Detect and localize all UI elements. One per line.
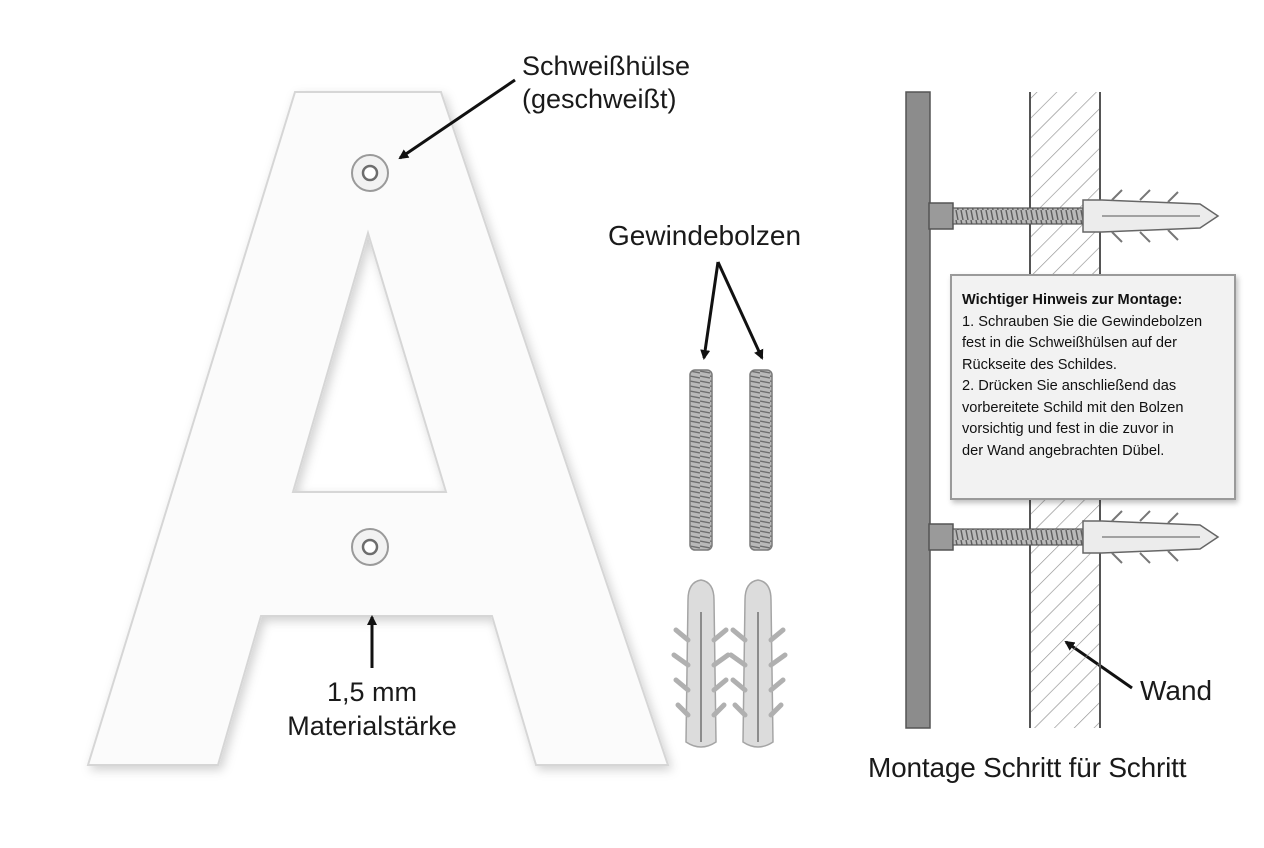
thickness-value: 1,5 mm [326, 677, 418, 707]
note-title: Wichtiger Hinweis zur Montage: [962, 292, 1183, 308]
wall-label: Wand [1140, 675, 1213, 706]
note-line: vorbereitete Schild mit den Bolzen [962, 399, 1184, 416]
note-line: vorsichtig und fest in die zuvor in [962, 421, 1174, 437]
note-line: Rückseite des Schildes. [962, 356, 1117, 373]
weld-sleeve-label [522, 50, 690, 116]
note-line: fest in die Schweißhülsen auf der [962, 335, 1177, 351]
weld-sleeve-bottom-icon [352, 529, 388, 565]
bolt-arrow-right [718, 262, 762, 358]
threaded-bolt-icon [690, 370, 712, 550]
bolt-arrow-left [704, 262, 718, 358]
note-line: 1. Schrauben Sie die Gewindebolzen [962, 313, 1203, 330]
letter-a-plate-icon [88, 92, 668, 765]
weld-sleeve-label-line2: (geschweißt) [522, 84, 677, 114]
sign-plate-section [906, 92, 930, 728]
threaded-bolt-icon [750, 370, 772, 550]
weld-sleeve-top-icon [352, 155, 388, 191]
diagram-caption: Montage Schritt für Schritt [868, 752, 1187, 783]
note-line: der Wand angebrachten Dübel. [962, 442, 1165, 459]
weld-sleeve-label-line1: Schweißhülse [522, 51, 691, 81]
wall-dowel-icon [674, 580, 728, 747]
thickness-caption: Materialstärke [287, 711, 457, 741]
note-line: 2. Drücken Sie anschließend das [962, 378, 1177, 394]
threaded-bolts-label: Gewindebolzen [608, 220, 802, 251]
wall-dowel-icon [731, 580, 785, 747]
mounting-note-box [950, 274, 1236, 500]
material-thickness-label [272, 675, 472, 743]
